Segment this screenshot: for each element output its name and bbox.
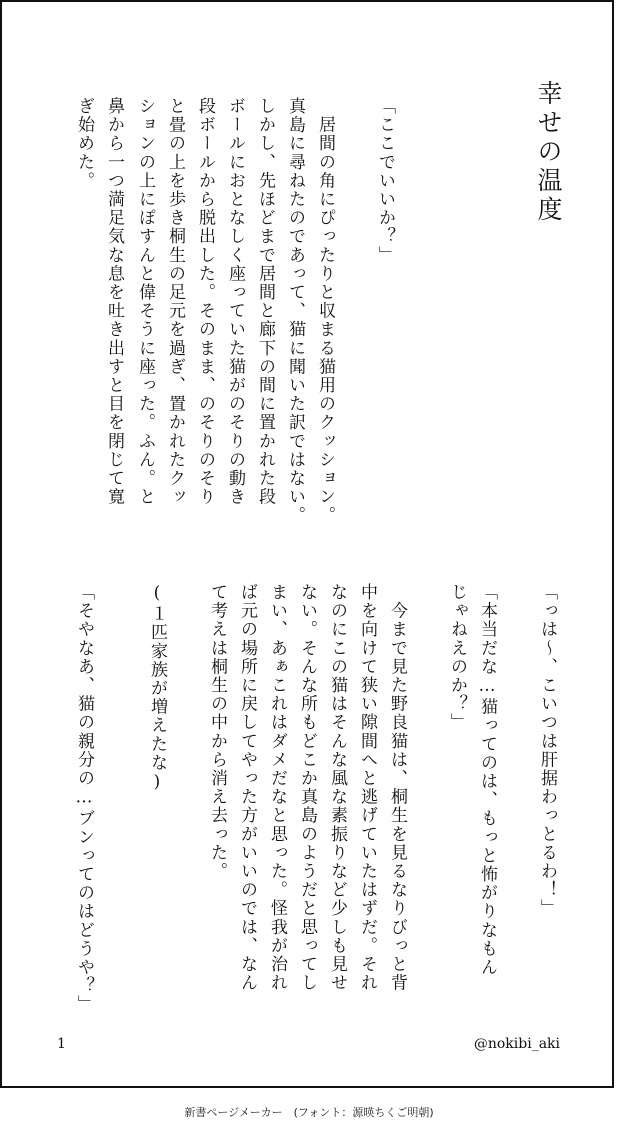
upper-text-col-5: ボールにおとなしく座っていた猫がのそりの動き <box>225 97 245 507</box>
lower-text-col-7: なのにこの猫はそんな風な素振りなど少しも見せ <box>327 583 347 993</box>
upper-text-col-8: ションの上にぽすんと偉そうに座った。ふん。と <box>135 97 155 507</box>
upper-text-col-6: 段ボールから脱出した。そのまま、のそりのそり <box>195 97 215 507</box>
page-number: 1 <box>57 1036 66 1052</box>
lower-text-col-0: 「っは〜、こいつは肝据わっとるわ！」 <box>537 583 557 918</box>
lower-text-col-11: て考えは桐生の中から消え去った。 <box>207 583 227 881</box>
lower-text-col-3: じゃねえのか？」 <box>447 583 467 732</box>
upper-text-col-0: 「ここでいいか？」 <box>375 97 395 265</box>
lower-text-col-6: 中を向けて狭い隙間へと逃げていたはずだ。それ <box>357 583 377 993</box>
lower-text-col-10: ば元の場所に戻してやった方がいいのでは、なん <box>237 583 257 993</box>
upper-text-col-3: 真島に尋ねたのであって、猫に聞いた訳ではない。 <box>285 97 305 525</box>
footer-credit: 新書ページメーカー (フォント：源暎ちくご明朝) <box>184 1106 434 1119</box>
page-title: 幸せの温度 <box>534 80 563 225</box>
lower-text-col-2: 「本当だな…猫ってのは、もっと怖がりなもん <box>477 583 497 977</box>
lower-text-col-9: まい、あぁこれはダメだなと思った。怪我が治れ <box>267 583 287 993</box>
lower-text-col-5: 今まで見た野良猫は、桐生を見るなりびっと背 <box>387 583 407 993</box>
lower-text-col-15: 「そやなあ、猫の親分の…ブンってのはどうや？」 <box>74 583 94 1014</box>
upper-text-col-4: しかし、先ほどまで居間と廊下の間に置かれた段 <box>255 97 275 507</box>
author-handle: @nokibi_aki <box>473 1036 560 1052</box>
upper-text-col-7: と畳の上を歩き桐生の足元を過ぎ、置かれたクッ <box>165 97 185 507</box>
upper-text-col-2: 居間の角にぴったりと収まる猫用のクッション。 <box>315 97 335 525</box>
upper-text-col-9: 鼻から一つ満足気な息を吐き出すと目を閉じて寛 <box>104 97 124 507</box>
lower-text-col-8: ない。そんな所もどこか真島のようだと思ってし <box>297 583 317 993</box>
upper-text-col-10: ぎ始めた。 <box>74 97 94 190</box>
lower-text-col-13: (１匹家族が増えたな) <box>147 583 167 794</box>
